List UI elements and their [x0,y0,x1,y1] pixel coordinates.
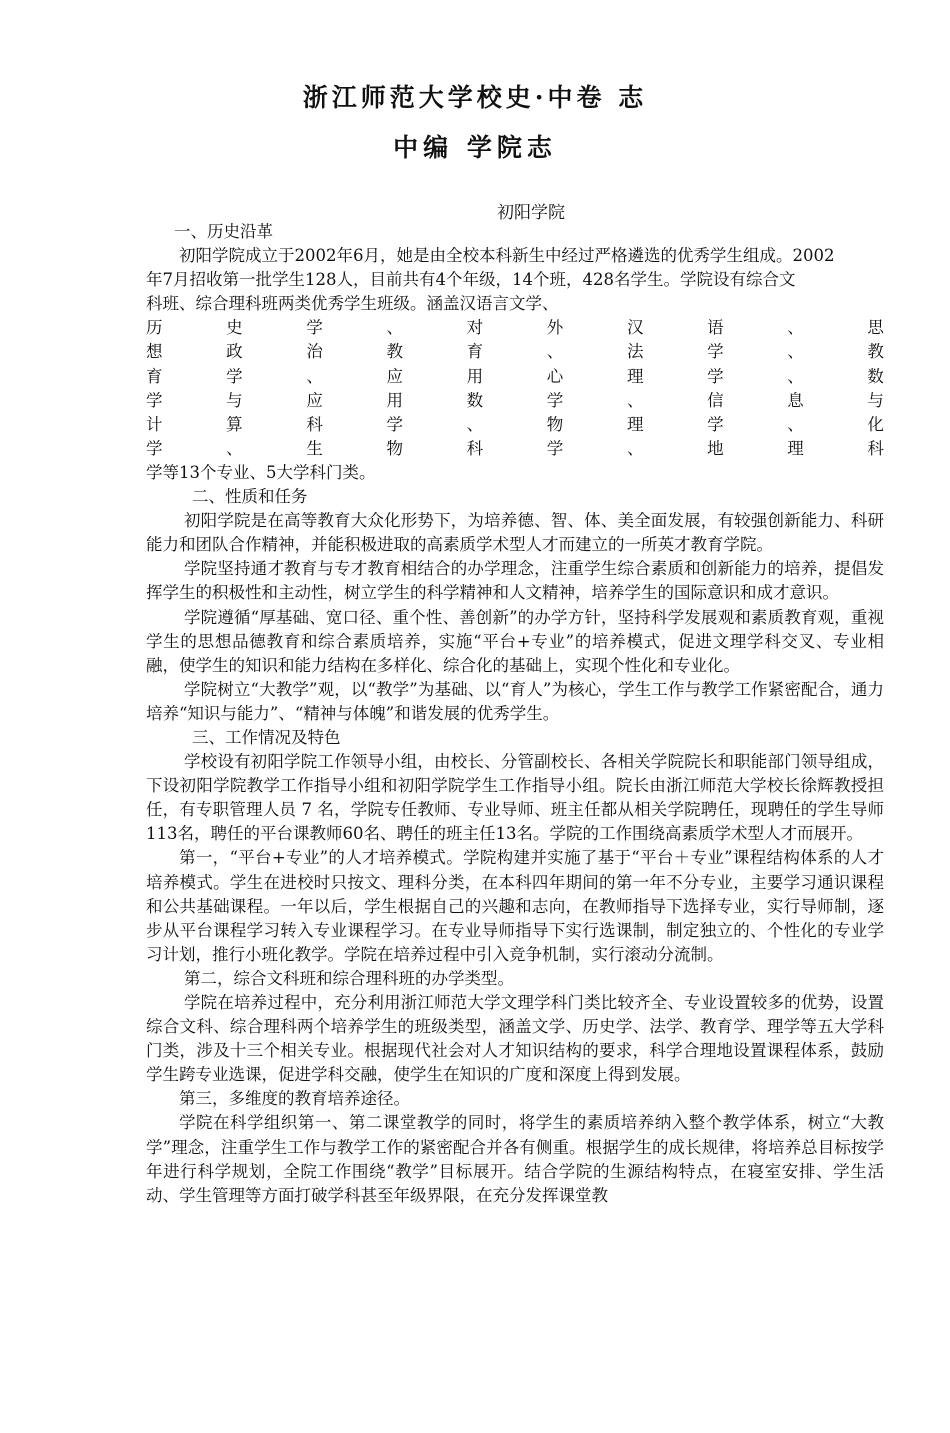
justified-char: 对 [466,318,484,338]
justified-char: 学 [546,390,564,410]
justified-char: 、 [306,366,323,386]
page-title: 浙江师范大学校史·中卷 志 [302,83,648,112]
justified-char: 理 [626,414,644,434]
paragraph: 第三，多维度的教育培养途径。 [179,1089,410,1109]
paragraph: 第二，综合文科班和综合理科班的办学类型。 [184,968,514,988]
justified-char: 法 [626,342,644,362]
page-subtitle: 中编 学院志 [393,133,557,162]
justified-char: 息 [787,390,804,410]
justified-char: 史 [226,318,243,338]
justified-char: 理 [787,438,804,458]
college-name: 初阳学院 [497,203,565,223]
section-heading: 三、工作情况及特色 [192,727,341,747]
justified-char: 科 [867,438,884,458]
justified-char: 历 [146,318,163,338]
justified-char: 用 [386,390,403,410]
article-body [146,220,884,1208]
justified-char: 物 [386,438,403,458]
justified-char: 数 [466,390,484,410]
justified-char: 应 [306,390,323,410]
justified-char: 、 [386,318,403,338]
justified-char: 、 [626,438,644,458]
justified-char: 学 [546,438,564,458]
justified-line [146,316,884,340]
justified-char: 育 [146,366,163,386]
justified-char: 、 [626,390,644,410]
justified-char: 信 [707,390,724,410]
justified-char: 应 [386,366,403,386]
justified-char: 计 [146,414,163,434]
justified-char: 生 [306,438,323,458]
paragraph-line: 科班、综合理科班两类优秀学生班级。涵盖汉语言文学、 [146,294,559,314]
justified-line [146,413,884,437]
paragraph: 学院树立“大教学”观，以“教学”为基础、以“育人”为核心，学生工作与教学工作紧密配合，通力培养“知识与能力”、“精神与体魄”和谐发展的优秀学生。 [146,679,884,723]
paragraph-line: 年7月招收第一批学生128人，目前共有4个年级，14个班，428名学生。学院设有综合文 [146,270,796,290]
justified-char: 心 [546,366,564,386]
justified-char: 、 [466,414,484,434]
justified-line [146,340,884,364]
paragraph: 学院坚持通才教育与专才教育相结合的办学理念，注重学生综合素质和创新能力的培养，提倡发挥学生的积极性和主动性，树立学生的科学精神和人文精神，培养学生的国际意识和成才意识。 [146,559,884,603]
justified-char: 学 [707,342,724,362]
justified-char: 育 [466,342,484,362]
justified-char: 学 [707,414,724,434]
justified-line-group [146,316,884,461]
section-heading: 二、性质和任务 [192,487,308,507]
justified-char: 语 [707,318,724,338]
justified-char: 理 [626,366,644,386]
paragraph: 学校设有初阳学院工作领导小组，由校长、分管副校长、各相关学院院长和职能部门领导组成，下设初阳学院教学工作指导小组和初阳学院学生工作指导小组。院长由浙江师范大学校长徐辉教授担任，有专职管理人员 7 名，学院专任教师、专业导师、班主任都从相关学院聘任，现聘任的学生导师113名，聘任的平台课教师60名、聘任的班主任13名。学院的工作围绕高素质学术型人才而展开。 [146,752,884,844]
justified-char: 化 [867,414,884,434]
justified-char: 想 [146,342,163,362]
justified-char: 与 [226,390,243,410]
justified-char: 学 [146,438,163,458]
justified-line [146,389,884,413]
paragraph: 学院在科学组织第一、第二课堂教学的同时，将学生的素质培养纳入整个教学体系，树立“大教学”理念，注重学生工作与教学工作的紧密配合并各有侧重。根据学生的成长规律，将培养总目标按学年进行科学规划，全院工作围绕“教学”目标展开。结合学院的生源结构特点，在寝室安排、学生活动、学生管理等方面打破学科甚至年级界限，在充分发挥课堂教 [146,1113,884,1205]
justified-char: 、 [226,438,243,458]
justified-char: 教 [386,342,403,362]
justified-char: 科 [466,438,484,458]
justified-char: 外 [546,318,564,338]
justified-char: 学 [306,318,323,338]
justified-char: 思 [867,318,884,338]
paragraph: 学院遵循“厚基础、宽口径、重个性、善创新”的办学方针，坚持科学发展观和素质教育观，重视学生的思想品德教育和综合素质培养，实施“平台+专业”的培养模式，促进文理学科交叉、专业相融，使学生的知识和能力结构在多样化、综合化的基础上，实现个性化和专业化。 [146,607,884,675]
justified-char: 政 [226,342,243,362]
justified-char: 学 [146,390,163,410]
justified-char: 学 [226,366,243,386]
paragraph-line: 学等13个专业、5大学科门类。 [146,462,376,482]
justified-char: 汉 [626,318,644,338]
justified-char: 学 [386,414,403,434]
section-heading: 一、历史沿革 [174,222,273,241]
justified-line [146,437,884,461]
paragraph-line: 初阳学院成立于2002年6月，她是由全校本科新生中经过严格遴选的优秀学生组成。2002 [179,246,835,266]
justified-char: 、 [787,366,804,386]
justified-char: 科 [306,414,323,434]
justified-char: 学 [707,366,724,386]
justified-char: 治 [306,342,323,362]
justified-line [146,365,884,389]
justified-char: 地 [707,438,724,458]
paragraph: 第一，“平台+专业”的人才培养模式。学院构建并实施了基于“平台＋专业”课程结构体系的人才培养模式。学生在进校时只按文、理科分类，在本科四年期间的第一年不分专业，主要学习通识课程和公共基础课程。一年以后，学生根据自己的兴趣和志向，在教师指导下选择专业，实行导师制，逐步从平台课程学习转入专业课程学习。在专业导师指导下实行选课制，制定独立的、个性化的专业学习计划，推行小班化教学。学院在培养过程中引入竞争机制，实行滚动分流制。 [146,848,884,964]
justified-char: 数 [867,366,884,386]
justified-char: 用 [466,366,484,386]
paragraph: 初阳学院是在高等教育大众化形势下，为培养德、智、体、美全面发展，有较强创新能力、科研能力和团队合作精神，并能积极进取的高素质学术型人才而建立的一所英才教育学院。 [146,511,884,555]
justified-char: 算 [226,414,243,434]
justified-char: 教 [867,342,884,362]
justified-char: 、 [787,414,804,434]
justified-char: 、 [546,342,564,362]
justified-char: 与 [867,390,884,410]
paragraph: 学院在培养过程中，充分利用浙江师范大学文理学科门类比较齐全、专业设置较多的优势，设置综合文科、综合理科两个培养学生的班级类型，涵盖文学、历史学、法学、教育学、理学等五大学科门类，涉及十三个相关专业。根据现代社会对人才知识结构的要求，科学合理地设置课程体系，鼓励学生跨专业选课，促进学科交融，使学生在知识的广度和深度上得到发展。 [146,993,884,1085]
justified-char: 、 [787,318,804,338]
justified-char: 物 [546,414,564,434]
justified-char: 、 [787,342,804,362]
